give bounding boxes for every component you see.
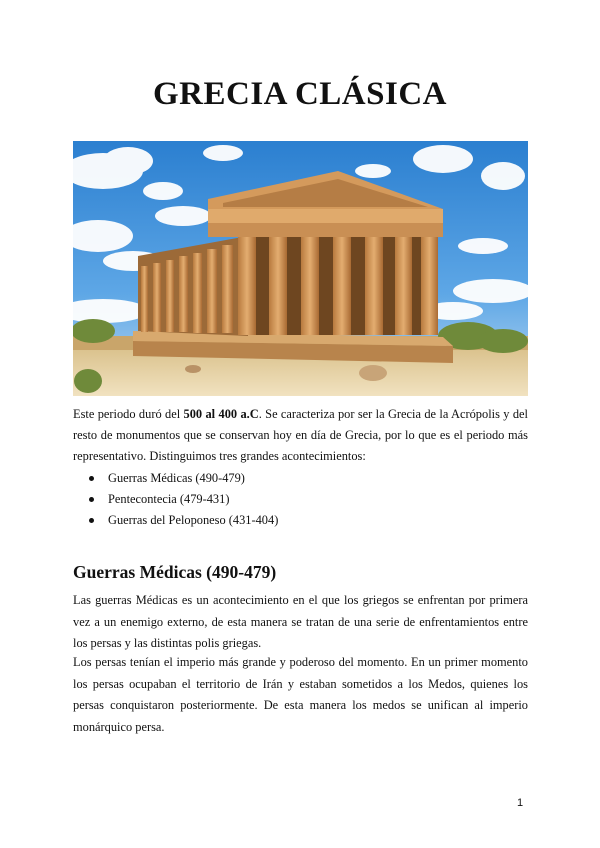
bullet-icon [89,476,94,481]
intro-text-before: Este periodo duró del [73,407,184,421]
list-item-label: Guerras del Peloponeso (431-404) [108,513,279,527]
list-item-label: Pentecontecia (479-431) [108,492,230,506]
section-paragraph-1: Las guerras Médicas es un acontecimiento en el que los griegos se enfrentan por primera vez a un enemigo externo, de esta manera se tratan de una serie de enfrentamientos entre los persas y las distintas polis griegas. [73,593,528,650]
section-heading: Guerras Médicas (490-479) [73,562,277,582]
section-paragraph-2: Los persas tenían el imperio más grande y poderoso del momento. En un primer momento los persas ocupaban el territorio de Irán y estaban sometidos a los Medos, quienes los persas conquistaron posteriormente. De esta manera los medos se unifican al imperio monárquico persa. [73,655,528,734]
list-item [73,489,528,510]
list-item [73,468,528,489]
page-title: GRECIA CLÁSICA [153,76,447,112]
list-item-label: Guerras Médicas (490-479) [108,471,245,485]
intro-paragraph [73,404,528,467]
events-list [73,468,528,531]
list-item [73,510,528,531]
intro-bold-range: 500 al 400 a.C [183,407,259,421]
page-number: 1 [517,797,524,809]
bullet-icon [89,518,94,523]
bullet-icon [89,497,94,502]
temple-photo [73,141,528,396]
intro-text-after: . Se caracteriza por ser la Grecia de la Acrópolis y del resto de monumentos que se conservan hoy en día de Grecia, por lo que es el periodo más representativo. Distinguimos tres grandes acontecimientos: [73,407,528,463]
